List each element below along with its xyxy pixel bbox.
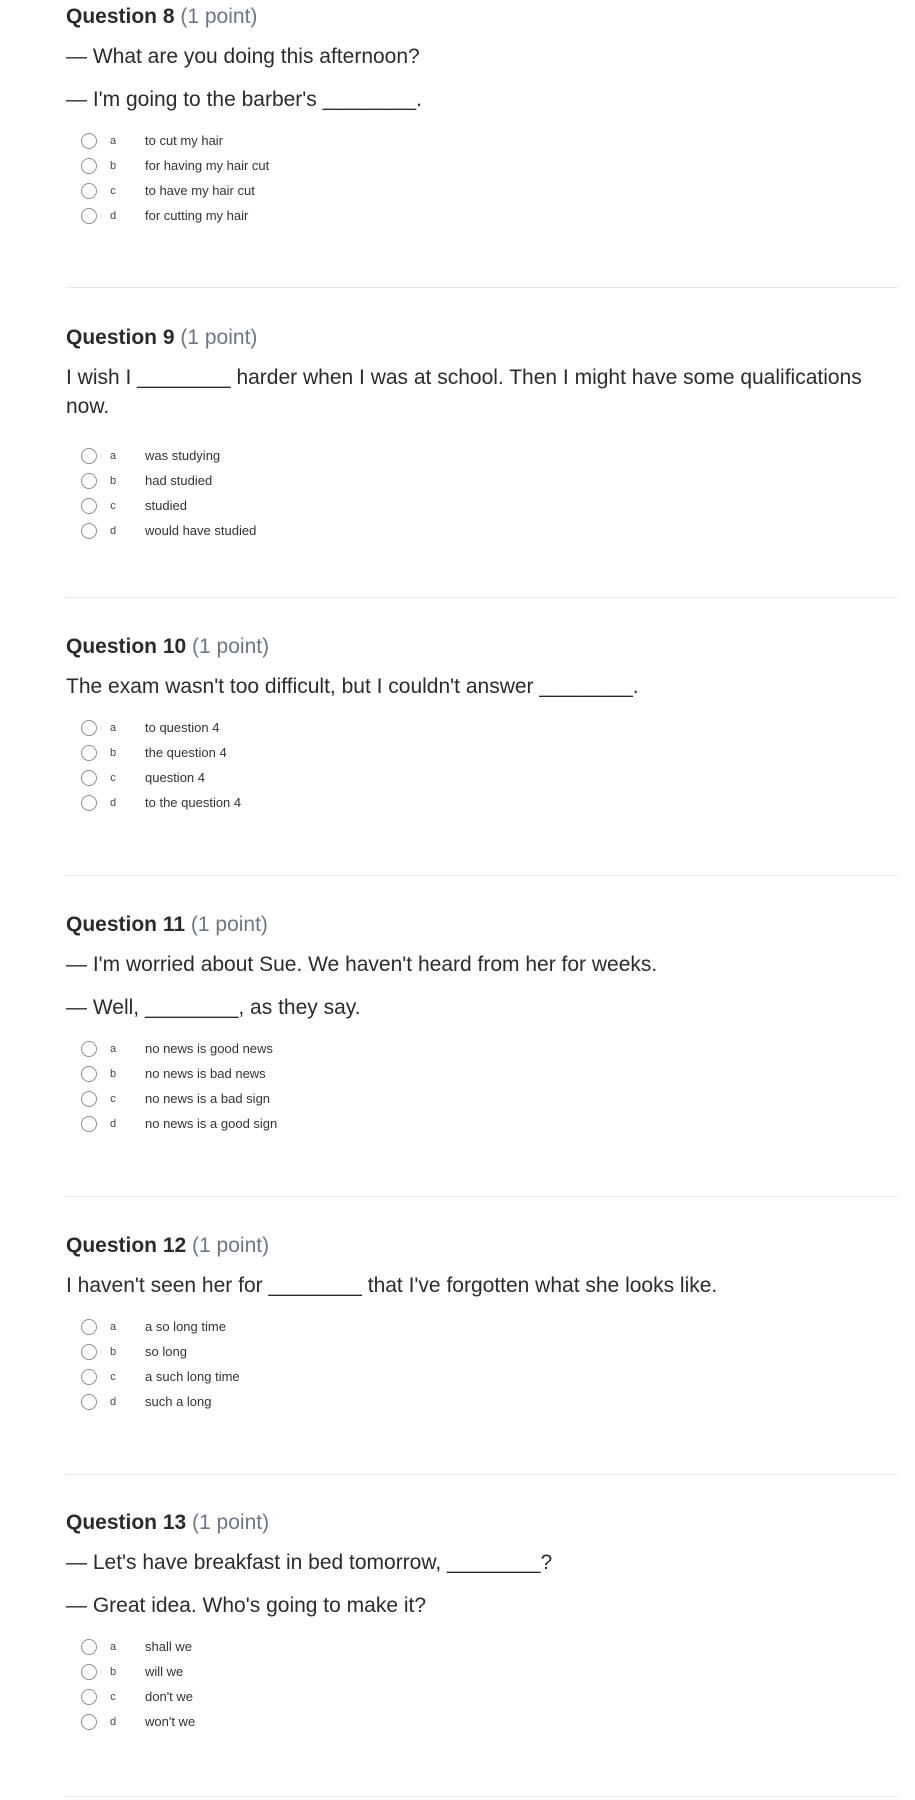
- question-points: (1 point): [180, 5, 258, 28]
- option-letter: a: [109, 721, 117, 734]
- option-text: to question 4: [145, 720, 220, 735]
- answer-option-b[interactable]: [81, 468, 898, 493]
- option-text: the question 4: [145, 745, 227, 760]
- question-12: [66, 1233, 898, 1414]
- question-title: Question 9: [66, 326, 175, 349]
- question-8: [66, 4, 898, 228]
- answer-option-a[interactable]: [81, 128, 898, 153]
- question-9: [66, 325, 898, 543]
- option-text: such a long: [145, 1394, 212, 1409]
- question-header: [66, 325, 898, 351]
- question-title: Question 13: [66, 1511, 187, 1534]
- question-title: Question 11: [66, 913, 186, 936]
- option-letter: d: [109, 524, 117, 537]
- option-letter: c: [110, 1370, 116, 1383]
- radio-button[interactable]: [81, 1116, 97, 1132]
- option-letter: c: [110, 499, 116, 512]
- question-prompt: [66, 1548, 898, 1620]
- option-text: don't we: [145, 1689, 194, 1704]
- option-text: to have my hair cut: [145, 183, 255, 198]
- answer-option-a[interactable]: [81, 1036, 898, 1061]
- option-letter: a: [109, 1042, 117, 1055]
- option-letter: b: [109, 159, 117, 172]
- question-divider: [66, 1196, 898, 1197]
- question-divider: [66, 597, 898, 598]
- question-prompt: [66, 950, 898, 1022]
- question-prompt: [66, 42, 898, 114]
- question-header: [66, 4, 898, 30]
- radio-button[interactable]: [81, 1639, 97, 1655]
- answer-options: [66, 715, 898, 815]
- option-letter: c: [110, 1690, 116, 1703]
- question-prompt: [66, 672, 898, 701]
- answer-option-d[interactable]: [81, 1709, 898, 1734]
- radio-button[interactable]: [81, 498, 97, 514]
- radio-button[interactable]: [81, 523, 97, 539]
- option-letter: b: [109, 1067, 117, 1080]
- answer-option-a[interactable]: [81, 715, 898, 740]
- answer-option-c[interactable]: [81, 765, 898, 790]
- radio-button[interactable]: [81, 770, 97, 786]
- prompt-line: — What are you doing this afternoon?: [66, 45, 420, 68]
- question-points: (1 point): [192, 1511, 270, 1534]
- question-10: [66, 634, 898, 815]
- prompt-line: — Let's have breakfast in bed tomorrow, ________?: [66, 1551, 553, 1574]
- question-title: Question 10: [66, 635, 187, 658]
- question-header: [66, 912, 898, 938]
- option-text: to cut my hair: [145, 133, 224, 148]
- radio-button[interactable]: [81, 1066, 97, 1082]
- option-letter: d: [109, 1715, 117, 1728]
- option-letter: d: [109, 1395, 117, 1408]
- option-letter: a: [109, 134, 117, 147]
- option-letter: b: [109, 1345, 117, 1358]
- option-text: shall we: [145, 1639, 192, 1654]
- option-text: to the question 4: [145, 795, 242, 810]
- radio-button[interactable]: [81, 745, 97, 761]
- question-header: [66, 1510, 898, 1536]
- radio-button[interactable]: [81, 1091, 97, 1107]
- question-points: (1 point): [192, 635, 270, 658]
- question-points: (1 point): [190, 913, 268, 936]
- radio-button[interactable]: [81, 183, 97, 199]
- option-text: had studied: [145, 473, 213, 488]
- answer-options: [66, 1314, 898, 1414]
- answer-option-c[interactable]: [81, 178, 898, 203]
- option-text: for cutting my hair: [145, 208, 249, 223]
- question-prompt: [66, 363, 898, 421]
- answer-options: [66, 128, 898, 228]
- prompt-line: — Great idea. Who's going to make it?: [66, 1594, 427, 1617]
- answer-option-a[interactable]: [81, 1314, 898, 1339]
- radio-button[interactable]: [81, 208, 97, 224]
- answer-option-b[interactable]: [81, 153, 898, 178]
- option-letter: c: [110, 1092, 116, 1105]
- answer-option-b[interactable]: [81, 1659, 898, 1684]
- option-text: studied: [145, 498, 187, 513]
- answer-option-d[interactable]: [81, 1111, 898, 1136]
- question-11: [66, 912, 898, 1136]
- prompt-line: The exam wasn't too difficult, but I couldn't answer ________.: [66, 675, 639, 698]
- option-letter: c: [110, 771, 116, 784]
- question-points: (1 point): [192, 1234, 270, 1257]
- question-points: (1 point): [180, 326, 258, 349]
- option-letter: d: [109, 1117, 117, 1130]
- answer-option-d[interactable]: [81, 203, 898, 228]
- answer-option-b[interactable]: [81, 1339, 898, 1364]
- answer-option-c[interactable]: [81, 1684, 898, 1709]
- question-divider: [66, 1474, 898, 1475]
- question-divider: [66, 1796, 898, 1797]
- option-text: question 4: [145, 770, 205, 785]
- question-title: Question 12: [66, 1234, 187, 1257]
- radio-button[interactable]: [81, 720, 97, 736]
- option-letter: d: [109, 796, 117, 809]
- option-text: no news is bad news: [145, 1066, 266, 1081]
- option-text: would have studied: [145, 523, 257, 538]
- radio-button[interactable]: [81, 1714, 97, 1730]
- prompt-line: I haven't seen her for ________ that I've forgotten what she looks like.: [66, 1274, 718, 1297]
- radio-button[interactable]: [81, 133, 97, 149]
- option-letter: a: [109, 1640, 117, 1653]
- answer-option-a[interactable]: [81, 443, 898, 468]
- radio-button[interactable]: [81, 158, 97, 174]
- prompt-line: — Well, ________, as they say.: [66, 996, 361, 1019]
- answer-options: [66, 1036, 898, 1136]
- answer-options: [66, 1634, 898, 1734]
- question-title: Question 8: [66, 5, 175, 28]
- option-letter: a: [109, 1320, 117, 1333]
- radio-button[interactable]: [81, 473, 97, 489]
- question-header: [66, 1233, 898, 1259]
- option-text: no news is a bad sign: [145, 1091, 271, 1106]
- answer-option-c[interactable]: [81, 1086, 898, 1111]
- option-text: no news is good news: [145, 1041, 273, 1056]
- option-letter: a: [109, 449, 117, 462]
- question-header: [66, 634, 898, 660]
- answer-option-d[interactable]: [81, 1389, 898, 1414]
- option-text: for having my hair cut: [145, 158, 270, 173]
- radio-button[interactable]: [81, 448, 97, 464]
- option-letter: c: [110, 184, 116, 197]
- question-13: [66, 1510, 898, 1734]
- question-divider: [66, 875, 898, 876]
- radio-button[interactable]: [81, 1319, 97, 1335]
- prompt-line: — I'm going to the barber's ________.: [66, 88, 422, 111]
- option-text: a such long time: [145, 1369, 240, 1384]
- radio-button[interactable]: [81, 1689, 97, 1705]
- option-letter: b: [109, 746, 117, 759]
- answer-option-b[interactable]: [81, 740, 898, 765]
- answer-option-c[interactable]: [81, 1364, 898, 1389]
- option-text: won't we: [145, 1714, 196, 1729]
- radio-button[interactable]: [81, 1394, 97, 1410]
- question-prompt: [66, 1271, 898, 1300]
- radio-button[interactable]: [81, 1041, 97, 1057]
- answer-options: [66, 443, 898, 543]
- radio-button[interactable]: [81, 1664, 97, 1680]
- option-letter: d: [109, 209, 117, 222]
- answer-option-a[interactable]: [81, 1634, 898, 1659]
- question-divider: [66, 287, 898, 288]
- answer-option-c[interactable]: [81, 493, 898, 518]
- option-letter: b: [109, 1665, 117, 1678]
- prompt-line: — I'm worried about Sue. We haven't heard from her for weeks.: [66, 953, 658, 976]
- radio-button[interactable]: [81, 1369, 97, 1385]
- radio-button[interactable]: [81, 1344, 97, 1360]
- radio-button[interactable]: [81, 795, 97, 811]
- option-text: a so long time: [145, 1319, 226, 1334]
- option-text: will we: [145, 1664, 184, 1679]
- prompt-line: I wish I ________ harder when I was at school. Then I might have some qualifications now.: [66, 366, 862, 418]
- answer-option-d[interactable]: [81, 518, 898, 543]
- option-text: so long: [145, 1344, 187, 1359]
- answer-option-d[interactable]: [81, 790, 898, 815]
- option-text: was studying: [145, 448, 221, 463]
- answer-option-b[interactable]: [81, 1061, 898, 1086]
- option-letter: b: [109, 474, 117, 487]
- option-text: no news is a good sign: [145, 1116, 278, 1131]
